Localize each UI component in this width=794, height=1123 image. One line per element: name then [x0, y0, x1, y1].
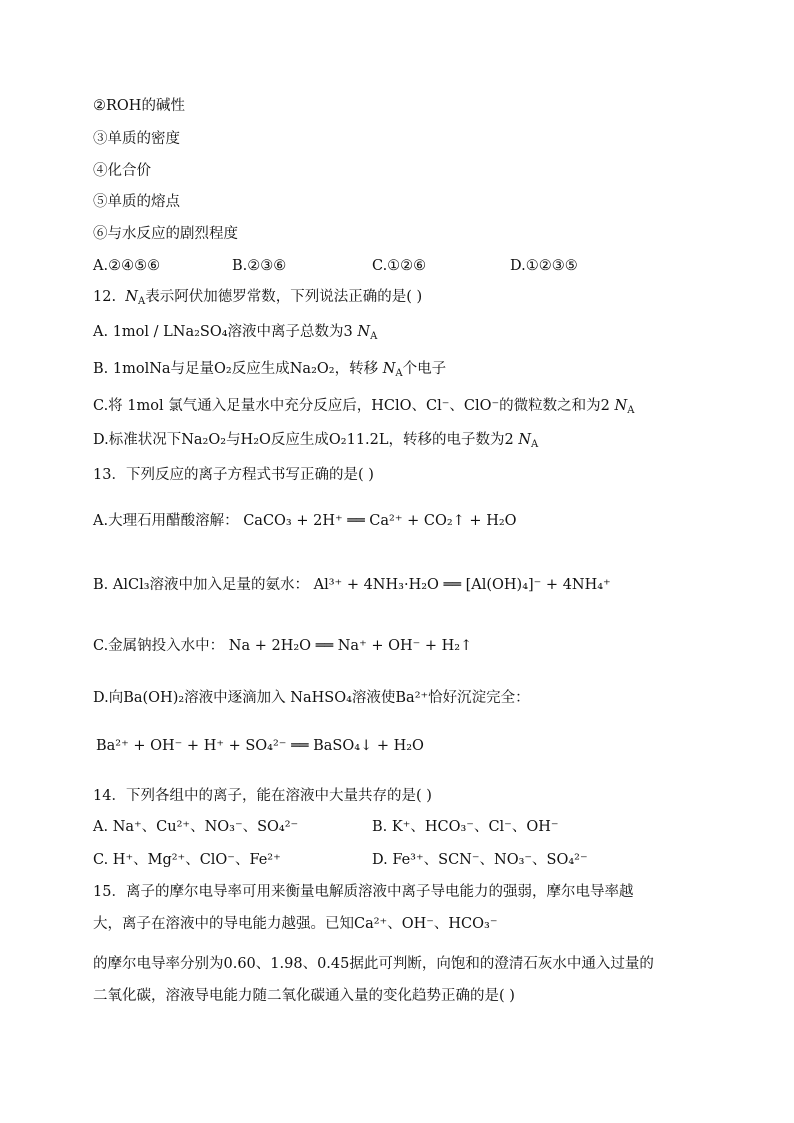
- q14-stem: 14．下列各组中的离子，能在溶液中大量共存的是( ): [93, 788, 432, 804]
- q13-option-c: C.金属钠投入水中： Na + 2H₂O ══ Na⁺ + OH⁻ + H₂↑: [93, 638, 473, 654]
- q11-option-c: C.①②⑥: [372, 258, 427, 274]
- q15-line-2: 大，离子在溶液中的导电能力越强。已知Ca²⁺、OH⁻、HCO₃⁻: [93, 916, 498, 932]
- q13-c-equation: Na + 2H₂O ══ Na⁺ + OH⁻ + H₂↑: [228, 638, 473, 654]
- q13-b-equation: Al³⁺ + 4NH₃·H₂O ══ [Al(OH)₄]⁻ + 4NH₄⁺: [313, 577, 611, 593]
- q13-option-d: D.向Ba(OH)₂溶液中逐滴加入 NaHSO₄溶液使Ba²⁺恰好沉淀完全：: [93, 690, 530, 706]
- item-5-melting-point: ⑤单质的熔点: [93, 194, 180, 210]
- item-4-valence: ④化合价: [93, 163, 151, 179]
- q11-option-b: B.②③⑥: [232, 258, 287, 274]
- q14-option-b: B. K⁺、HCO₃⁻、Cl⁻、OH⁻: [372, 819, 559, 835]
- q13-stem: 13．下列反应的离子方程式书写正确的是( ): [93, 467, 374, 483]
- q14-option-d: D. Fe³⁺、SCN⁻、NO₃⁻、SO₄²⁻: [372, 852, 588, 868]
- q11-option-d: D.①②③⑤: [510, 258, 578, 274]
- item-2-roh-basicity: ②ROH的碱性: [93, 98, 185, 114]
- q14-option-a: A. Na⁺、Cu²⁺、NO₃⁻、SO₄²⁻: [93, 819, 299, 835]
- q12-option-b: B. 1molNa与足量O₂反应生成Na₂O₂，转移 $N_A$个电子: [93, 361, 447, 379]
- q13-option-b: B. AlCl₃溶液中加入足量的氨水： Al³⁺ + 4NH₃·H₂O ══ [Al(OH)₄]⁻ + 4NH₄⁺: [93, 577, 611, 593]
- q15-line-3: 的摩尔电导率分别为0.60、1.98、0.45据此可判断，向饱和的澄清石灰水中通入过量的: [93, 956, 654, 972]
- q12-option-a: A. 1mol / LNa₂SO₄溶液中离子总数为3 $N_A$: [93, 324, 378, 342]
- q15-line-4: 二氧化碳，溶液导电能力随二氧化碳通入量的变化趋势正确的是( ): [93, 988, 515, 1004]
- item-6-water-reaction: ⑥与水反应的剧烈程度: [93, 226, 238, 242]
- q12-option-c: C.将 1mol 氯气通入足量水中充分反应后，HClO、Cl⁻、ClO⁻的微粒数之和为2 $N_A$: [93, 398, 635, 416]
- q13-a-equation: CaCO₃ + 2H⁺ ══ Ca²⁺ + CO₂↑ + H₂O: [243, 513, 517, 529]
- q12-option-d: D.标准状况下Na₂O₂与H₂O反应生成O₂11.2L，转移的电子数为2 $N_A$: [93, 432, 539, 450]
- q13-option-a: A.大理石用醋酸溶解： CaCO₃ + 2H⁺ ══ Ca²⁺ + CO₂↑ + H₂O: [93, 513, 517, 529]
- q12-stem: 12. $N_A$表示阿伏加德罗常数，下列说法正确的是( ): [93, 289, 423, 307]
- q15-line-1: 15．离子的摩尔电导率可用来衡量电解质溶液中离子导电能力的强弱，摩尔电导率越: [93, 884, 634, 900]
- item-3-density: ③单质的密度: [93, 131, 180, 147]
- q14-option-c: C. H⁺、Mg²⁺、ClO⁻、Fe²⁺: [93, 852, 281, 868]
- q13-d-equation: Ba²⁺ + OH⁻ + H⁺ + SO₄²⁻ ══ BaSO₄↓ + H₂O: [96, 738, 424, 754]
- q11-option-a: A.②④⑤⑥: [93, 258, 161, 274]
